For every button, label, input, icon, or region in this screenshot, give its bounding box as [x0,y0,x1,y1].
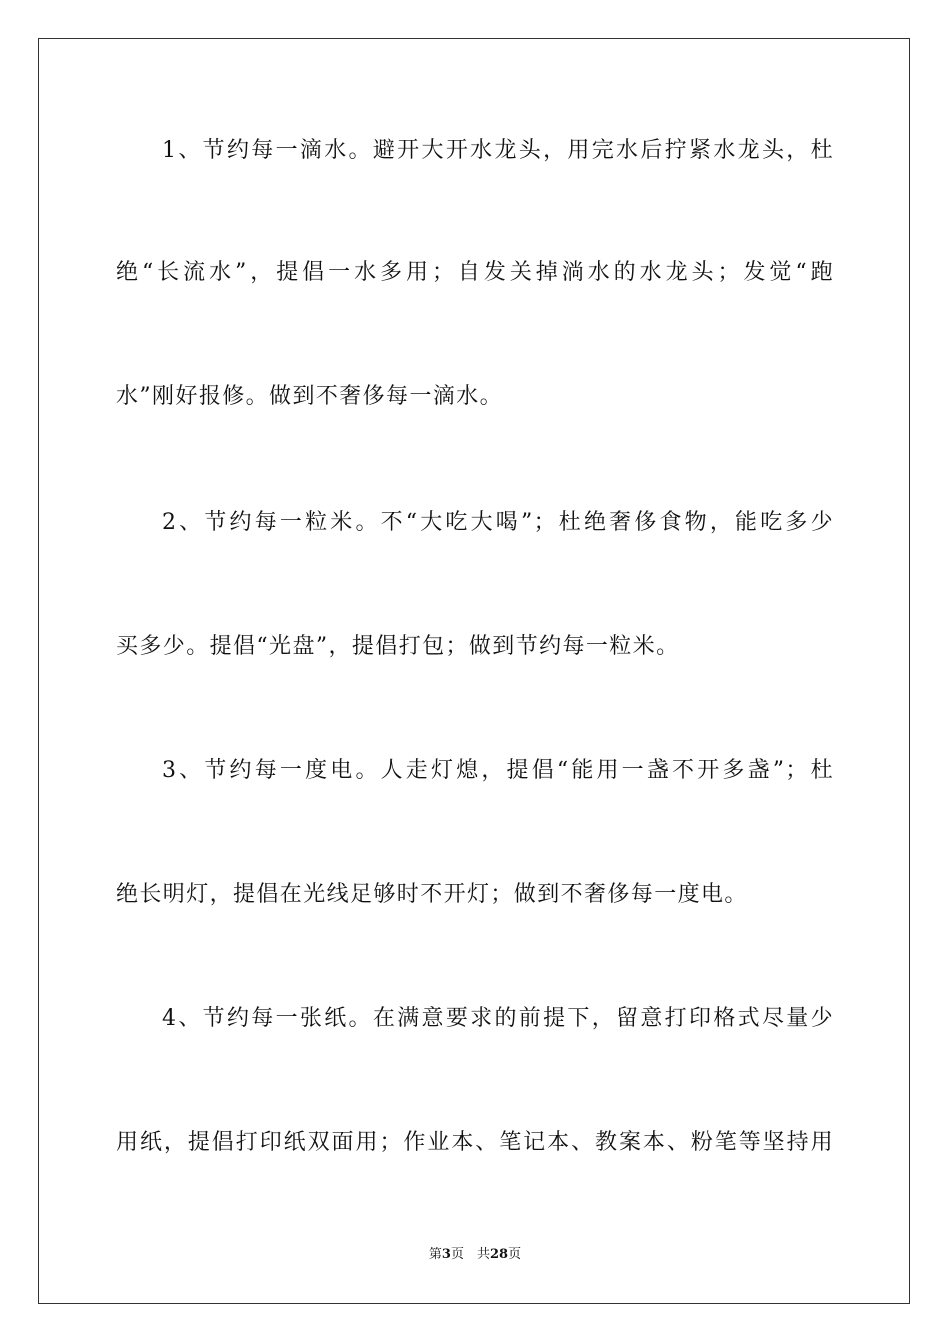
page-footer [0,1246,950,1264]
paragraph-2-line-2: 买多少。提倡“光盘”，提倡打包；做到节约每一粒米。 [116,634,680,659]
paragraph-1-line-1: 1、节约每一滴水。避开大开水龙头，用完水后拧紧水龙头，杜 [162,138,834,163]
paragraph-2-line-1: 2、节约每一粒米。不“大吃大喝”；杜绝奢侈食物，能吃多少 [162,510,834,535]
footer-page-suffix: 页 [508,1247,522,1262]
page-border [38,38,910,1304]
paragraph-1-line-3: 水”刚好报修。做到不奢侈每一滴水。 [116,384,504,409]
footer-page-mid: 页 共 [450,1247,490,1262]
footer-current-page: 3 [441,1247,451,1262]
paragraph-3-line-1: 3、节约每一度电。人走灯熄，提倡“能用一盏不开多盏”；杜 [162,758,834,783]
paragraph-4-line-1: 4、节约每一张纸。在满意要求的前提下，留意打印格式尽量少 [162,1006,834,1031]
footer-page-prefix: 第 [428,1247,442,1262]
paragraph-4-line-2: 用纸，提倡打印纸双面用；作业本、笔记本、教案本、粉笔等坚持用 [116,1130,834,1155]
paragraph-3-line-2: 绝长明灯，提倡在光线足够时不开灯；做到不奢侈每一度电。 [116,882,748,907]
paragraph-1-line-2: 绝“长流水”，提倡一水多用；自发关掉淌水的水龙头；发觉“跑 [116,260,834,285]
footer-total-pages: 28 [489,1247,509,1262]
